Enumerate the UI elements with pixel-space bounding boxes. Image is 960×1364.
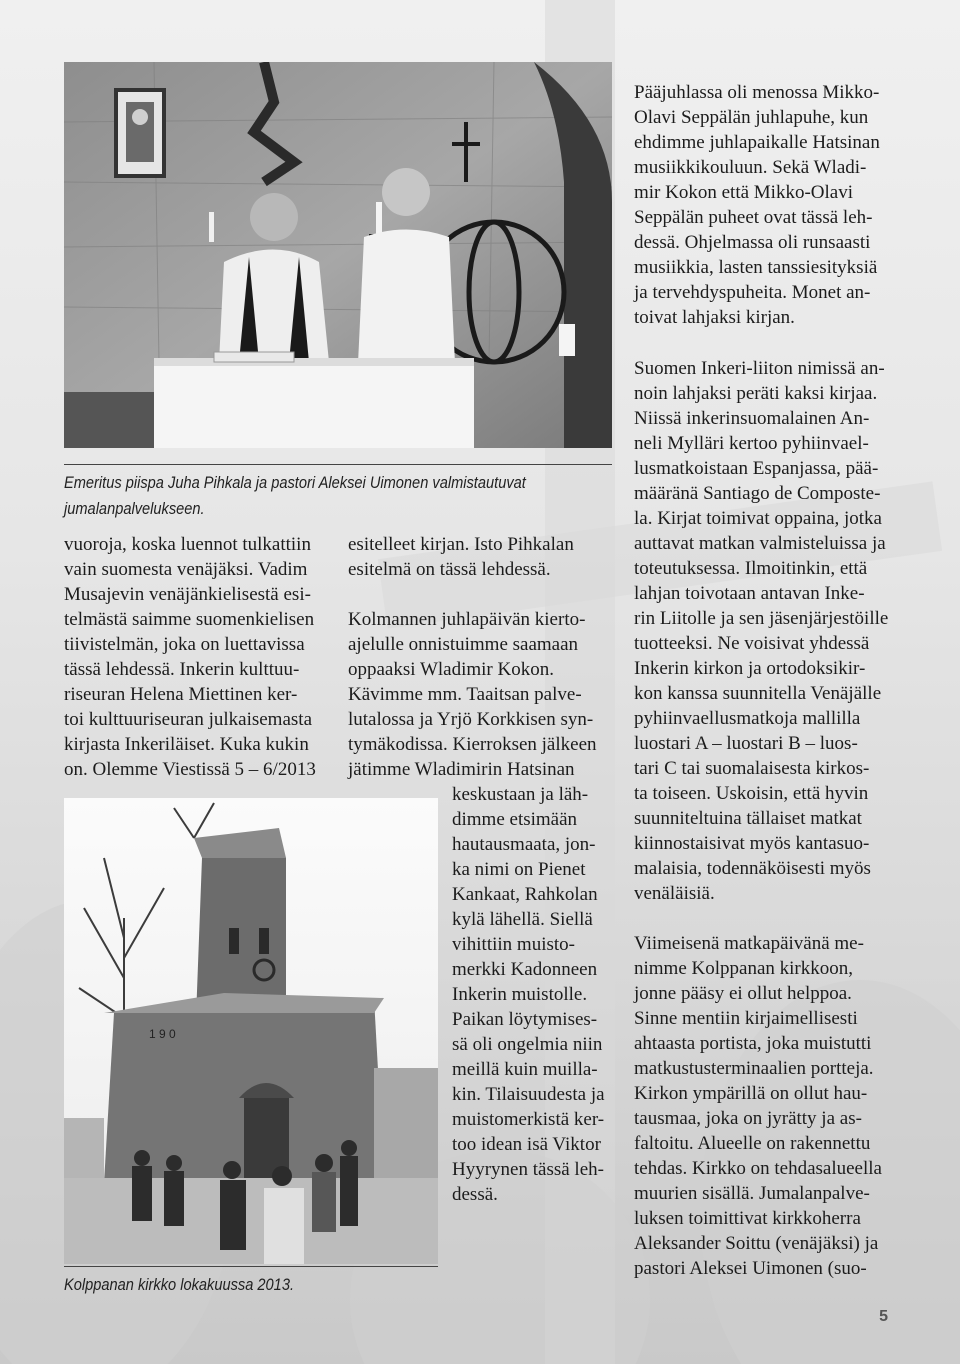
altar-photo-image [64,62,612,448]
text-line: Kolmannen juhlapäivän kierto- [348,609,586,630]
text-line: malaisia, todennäköisesti myös [634,858,871,879]
text-line: merkki Kadonneen [452,959,598,980]
text-line: Kirkon ympärillä on ollut hau- [634,1083,868,1104]
text-line: musiikkikouluun. Sekä Wladi- [634,157,867,178]
text-line: vain suomesta venäjäksi. Vadim [64,559,308,580]
text-line: noin lahjaksi peräti kaksi kirjaa. [634,383,878,404]
text-line: esitelleet kirjan. Isto Pihkalan [348,534,574,555]
text-line: dimme etsimään [452,809,578,830]
church-inscription: 1 9 0 [149,1027,176,1041]
text-line: neli Mylläri kertoo pyhiinvael- [634,433,869,454]
caption-rule [64,464,612,465]
text-line: ta toiseen. Uskoisin, että hyvin [634,783,869,804]
text-line: Pääjuhlassa oli menossa Mikko- [634,82,880,103]
text-line: la. Kirjat toimivat oppaina, jotka [634,508,882,529]
text-line: Viimeisenä matkapäivänä me- [634,933,864,954]
text-line: luksen toimittivat kirkkoherra [634,1208,861,1229]
text-column-right [634,356,888,1281]
text-line: Aleksander Soittu (venäjäksi) ja [634,1233,879,1254]
text-line: telmästä saimme suomenkielisen [64,609,315,630]
text-line: lutalossa ja Yrjö Korkkisen syn- [348,709,594,730]
text-line: Seppälän puheet ovat tässä leh- [634,207,873,228]
text-line: muurien sisällä. Jumalanpalve- [634,1183,870,1204]
text-line: kirjasta Inkeriläiset. Kuka kukin [64,734,309,755]
text-line: musiikkia, lasten tanssiesityksiä [634,257,878,278]
text-line: kylä lähellä. Siellä [452,909,593,930]
text-line: dessä. Ohjelmassa oli runsaasti [634,232,871,253]
text-line: venäläisiä. [634,883,715,904]
text-line: rin Liitolle ja sen jäsenjärjestöille [634,608,889,629]
text-line: oppaaksi Wladimir Kokon. [348,659,554,680]
text-line: sä oli ongelmia niin [452,1034,603,1055]
text-line: Inkerin muistolle. [452,984,588,1005]
text-line: Paikan löytymises- [452,1009,598,1030]
text-line: pyhiinvaellusmatkoja mallilla [634,708,861,729]
paragraph-gap [634,906,888,931]
text-line: on. Olemme Viestissä 5 – 6/2013 [64,759,316,780]
text-line: meillä kuin muilla- [452,1059,598,1080]
text-column-right-top [634,80,880,330]
text-line: Musajevin venäjänkielisestä esi- [64,584,311,605]
text-line: tari C tai suomalaisesta kirkos- [634,758,870,779]
text-line: Sinne mentiin kirjaimellisesti [634,1008,858,1029]
text-line: toi kulttuuriseuran julkaisemasta [64,709,313,730]
text-line: tausmaa, joka on jyrätty ja as- [634,1108,862,1129]
text-line: auttavat matkan valmisteluissa ja [634,533,886,554]
text-line: Kankaat, Rahkolan [452,884,598,905]
text-line: ahtaasta portista, joka muistutti [634,1033,872,1054]
text-line: lusmatkoistaan Espanjassa, pää- [634,458,879,479]
text-line: suunniteltuina tällaiset matkat [634,808,862,829]
text-line: keskustaan ja läh- [452,784,589,805]
text-line: faltoitu. Alueelle on rakennettu [634,1133,871,1154]
altar-photo [64,62,612,448]
text-line: toivat lahjaksi kirjan. [634,307,795,328]
altar-photo-caption [64,470,526,522]
text-line: tymäkodissa. Kierroksen jälkeen [348,734,597,755]
text-line: kin. Tilaisuudesta ja [452,1084,605,1105]
text-line: esitelmä on tässä lehdessä. [348,559,551,580]
text-line: muistomerkistä ker- [452,1109,605,1130]
text-line: too idean isä Viktor [452,1134,601,1155]
text-line: jonne pääsy ei ollut helppoa. [634,983,852,1004]
text-line: Olavi Seppälän juhlapuhe, kun [634,107,869,128]
text-line: Hyyrynen tässä leh- [452,1159,604,1180]
text-column-middle-narrow [452,782,605,1207]
text-line: tässä lehdessä. Inkerin kulttuu- [64,659,300,680]
text-line: jätimme Wladimirin Hatsinan [348,759,575,780]
text-line: Inkerin kirkon ja ortodoksikir- [634,658,866,679]
text-line: vuoroja, koska luennot tulkattiin [64,534,311,555]
text-line: ehdimme juhlapaikalle Hatsinan [634,132,880,153]
text-line: kon kanssa suunnitella Venäjälle [634,683,882,704]
text-line: tuotteeksi. Ne voisivat yhdessä [634,633,870,654]
text-line: luostari A – luostari B – luos- [634,733,858,754]
text-column-middle [348,532,597,782]
caption-line: jumalanpalvelukseen. [64,499,205,518]
text-line: riseuran Helena Miettinen ker- [64,684,298,705]
text-line: ka nimi on Pienet [452,859,586,880]
text-line: mir Kokon että Mikko-Olavi [634,182,853,203]
text-line: pastori Aleksei Uimonen (suo- [634,1258,867,1279]
text-line: Suomen Inkeri-liiton nimissä an- [634,358,885,379]
text-line: nimme Kolppanan kirkkoon, [634,958,853,979]
text-line: vihittiin muisto- [452,934,575,955]
church-photo [64,798,438,1264]
text-line: Kävimme mm. Taaitsan palve- [348,684,582,705]
text-line: Niissä inkerinsuomalainen An- [634,408,870,429]
page-number: 5 [879,1308,888,1325]
text-line: ajelulle onnistuimme saamaan [348,634,579,655]
text-line: lahjan toivotaan antavan Inke- [634,583,865,604]
text-line: määränä Santiago de Composte- [634,483,881,504]
text-line: kiinnostaisivat myös kantasuo- [634,833,870,854]
caption-line: Emeritus piispa Juha Pihkala ja pastori Aleksei Uimonen valmistautuvat [64,473,526,492]
text-line: toteutuksessa. Ilmoitinkin, että [634,558,868,579]
paragraph-gap [348,582,597,607]
text-line: ja tervehdyspuheita. Monet an- [634,282,871,303]
text-line: matkustusterminaalien portteja. [634,1058,874,1079]
text-line: hautausmaata, jon- [452,834,596,855]
caption-rule [64,1266,438,1267]
text-line: tiivistelmän, joka on luettavissa [64,634,305,655]
text-line: tehdas. Kirkko on tehdasalueella [634,1158,882,1179]
church-photo-image [64,798,438,1264]
text-line: dessä. [452,1184,498,1205]
text-column-left [64,532,316,782]
church-photo-caption: Kolppanan kirkko lokakuussa 2013. [64,1275,295,1294]
